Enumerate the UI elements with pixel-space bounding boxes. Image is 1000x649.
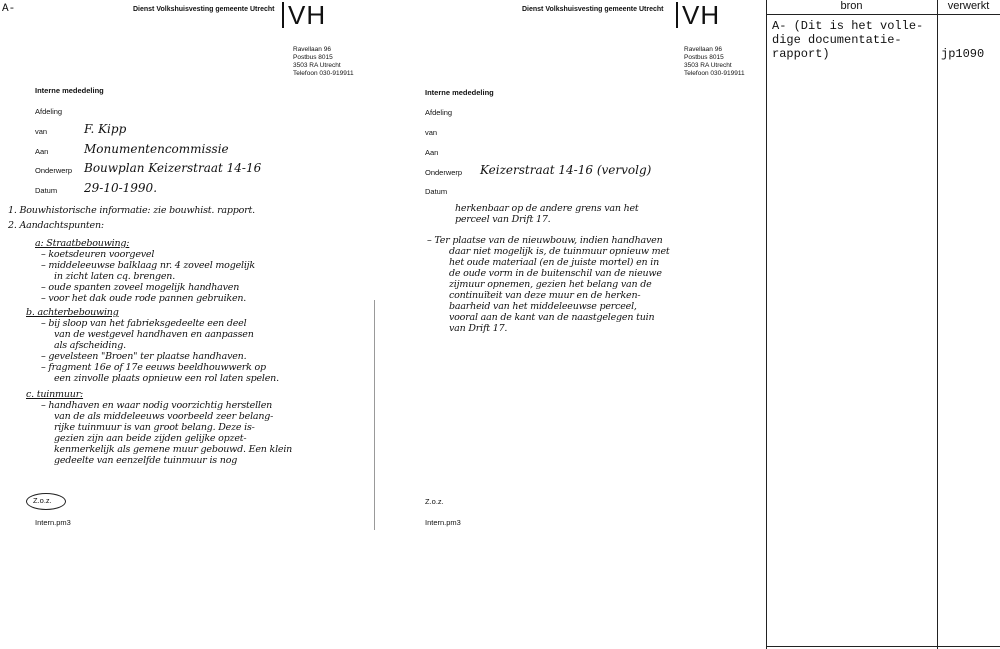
body-line: – oude spanten zoveel mogelijk handhaven [41, 282, 240, 293]
body-line: herkenbaar op de andere grens van het [455, 203, 639, 214]
body-line: – gevelsteen "Broen" ter plaatse handhaven. [41, 351, 247, 362]
body-line: vooral aan de kant van de naastgelegen tuin [449, 312, 655, 323]
left-label-aan: Aan [35, 147, 49, 156]
body-line: – handhaven en waar nodig voorzichtig herstellen [41, 400, 273, 411]
body-line: baarheid van het middeleeuwse perceel, [449, 301, 637, 312]
right-logo: VH [682, 0, 721, 30]
left-value-aan: Monumentencommissie [84, 142, 229, 156]
left-footer: Intern.pm3 [35, 518, 71, 527]
left-logo: VH [288, 0, 327, 30]
body-line: de oude vorm in de buitenschil van de nieuwe [449, 268, 662, 279]
body-line: in zicht laten cq. brengen. [54, 271, 176, 282]
left-heading: Interne mededeling [35, 86, 104, 95]
left-logo-bar [282, 2, 284, 28]
body-line: perceel van Drift 17. [455, 214, 551, 225]
left-value-van: F. Kipp [84, 122, 127, 136]
body-line: – middeleeuwse balklaag nr. 4 zoveel mogelijk [41, 260, 255, 271]
header-bron: bron [840, 0, 863, 12]
body-line: van de als middeleeuws voorbeeld zeer belang- [54, 411, 274, 422]
body-line: b. achterbebouwing [26, 307, 119, 318]
left-label-van: van [35, 127, 48, 136]
right-label-van: van [425, 128, 438, 137]
right-footer: Intern.pm3 [425, 518, 461, 527]
body-line: 2. Aandachtspunten: [8, 220, 104, 231]
right-label-datum: Datum [425, 187, 448, 196]
left-value-onderwerp: Bouwplan Keizerstraat 14-16 [84, 161, 262, 175]
right-zoz: Z.o.z. [425, 497, 444, 506]
body-line: het oude materiaal (en de juiste mortel) en in [449, 257, 660, 268]
right-heading: Interne mededeling [425, 88, 494, 97]
body-line: – voor het dak oude rode pannen gebruiken. [41, 293, 247, 304]
body-line: als afscheiding. [54, 340, 126, 351]
left-org-name: Dienst Volkshuisvesting gemeente Utrecht [133, 6, 275, 13]
bron-cell: A- (Dit is het volle- dige documentatie- rapport) [772, 19, 924, 61]
body-line: a: Straatbebouwing: [35, 238, 130, 249]
left-label-afdeling: Afdeling [35, 107, 63, 116]
table-column-divider [937, 0, 938, 649]
body-line: – fragment 16e of 17e eeuws beeldhouwwerk op [41, 362, 266, 373]
corner-code: A- [2, 3, 16, 15]
right-label-aan: Aan [425, 148, 439, 157]
right-body [427, 203, 670, 334]
body-line: gedeelte van eenzelfde tuinmuur is nog [54, 455, 238, 466]
right-label-onderwerp: Onderwerp [425, 168, 463, 177]
body-line: een zinvolle plaats opnieuw een rol laten spelen. [54, 373, 279, 384]
table-border-bottom [766, 646, 1000, 647]
body-line: 1. Bouwhistorische informatie: zie bouwhist. rapport. [8, 205, 255, 216]
right-address: Ravellaan 96 Postbus 8015 3503 RA Utrecht Telefoon 030-919911 [684, 46, 745, 77]
body-line: gezien zijn aan beide zijden gelijke opzet- [54, 433, 247, 444]
body-line: continuïteit van deze muur en de herken- [449, 290, 641, 301]
verwerkt-cell: jp1090 [941, 47, 985, 61]
left-address: Ravellaan 96 Postbus 8015 3503 RA Utrecht Telefoon 030-919911 [293, 46, 354, 77]
body-line: daar niet mogelijk is, de tuinmuur opnieuw met [449, 246, 670, 257]
right-label-afdeling: Afdeling [425, 108, 453, 117]
right-logo-bar [676, 2, 678, 28]
table-header-divider [766, 14, 1000, 15]
body-line: c. tuinmuur: [26, 389, 84, 400]
left-zoz: Z.o.z. [33, 496, 52, 505]
body-line: zijmuur opnemen, gezien het belang van de [449, 279, 652, 290]
body-line: – bij sloop van het fabrieksgedeelte een deel [41, 318, 247, 329]
right-org-name: Dienst Volkshuisvesting gemeente Utrecht [522, 6, 664, 13]
body-line: – koetsdeuren voorgevel [41, 249, 155, 260]
body-line: rijke tuinmuur is van groot belang. Deze is- [54, 422, 255, 433]
table-border-left [766, 0, 767, 649]
left-label-datum: Datum [35, 186, 58, 195]
body-line: – Ter plaatse van de nieuwbouw, indien handhaven [427, 235, 663, 246]
right-value-onderwerp: Keizerstraat 14-16 (vervolg) [480, 163, 652, 177]
left-value-datum: 29-10-1990. [84, 181, 158, 195]
header-verwerkt: verwerkt [947, 0, 990, 12]
left-page-edge [374, 300, 375, 530]
left-body [8, 205, 292, 466]
body-line: kenmerkelijk als gemene muur gebouwd. Een klein [54, 444, 293, 455]
left-label-onderwerp: Onderwerp [35, 166, 73, 175]
body-line: van Drift 17. [449, 323, 508, 334]
body-line: van de westgevel handhaven en aanpassen [54, 329, 254, 340]
